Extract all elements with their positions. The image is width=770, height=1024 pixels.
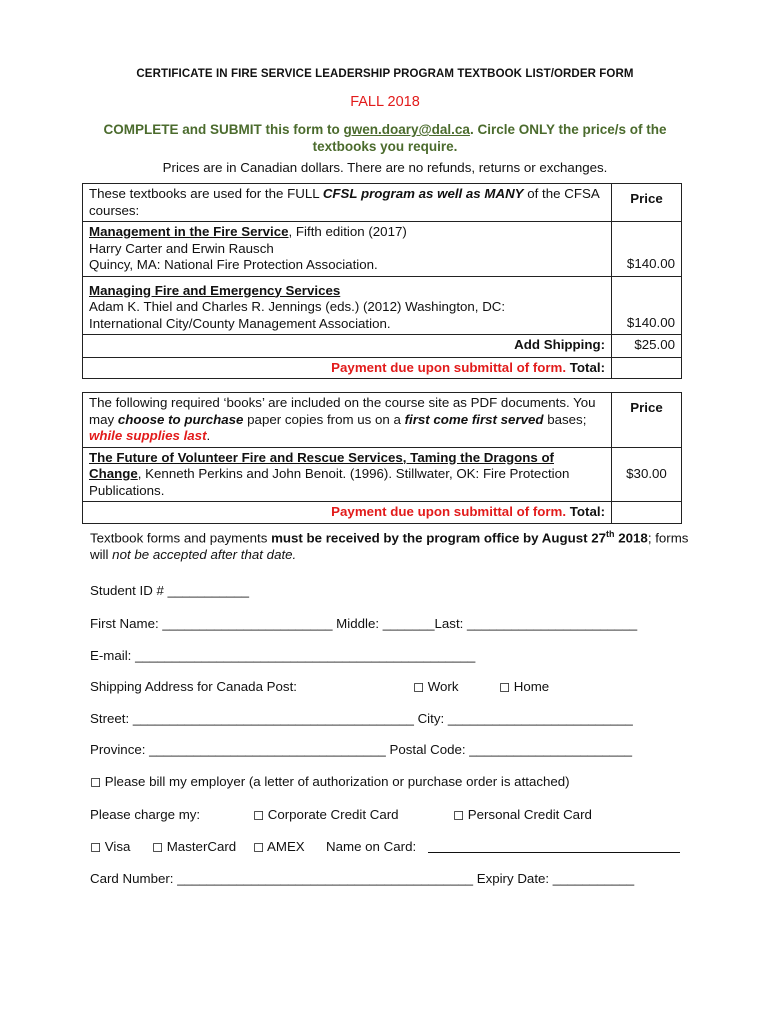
table-row [83, 335, 682, 358]
total-cell[interactable] [612, 502, 682, 524]
total-cell[interactable] [612, 357, 682, 379]
total-label: Total: [566, 504, 605, 519]
deadline-year: 2018 [614, 530, 648, 546]
table-row [83, 276, 682, 335]
amex-checkbox[interactable]: ◻ AMEX [253, 839, 305, 854]
intro-text: bases; [543, 411, 587, 427]
work-checkbox[interactable]: ◻ Work [413, 679, 459, 694]
table-row [83, 222, 682, 277]
table-row [83, 502, 682, 524]
home-checkbox[interactable]: ◻ Home [499, 679, 550, 694]
payment-due: Payment due upon submittal of form. [331, 504, 567, 519]
book-title-suffix: , Fifth edition (2017) [288, 224, 407, 239]
intro-cell [83, 393, 612, 448]
intro-text: The following required ‘books’ are included on the course site as PDF documents. You may [89, 395, 596, 427]
total-label: Total: [566, 359, 605, 375]
total-row [83, 502, 612, 524]
book-price[interactable]: $140.00 [612, 222, 682, 277]
intro-text: paper copies from us on a [243, 411, 405, 427]
shipping-price[interactable]: $25.00 [612, 335, 682, 358]
book-authors: Adam K. Thiel and Charles R. Jennings (eds.) (2012) Washington, DC: [89, 299, 506, 314]
book-cell [83, 447, 612, 502]
table-row [83, 184, 682, 222]
visa-checkbox[interactable]: ◻ Visa [90, 839, 131, 854]
student-id-field[interactable]: Student ID # ___________ [90, 583, 249, 598]
mastercard-checkbox[interactable]: ◻ MasterCard [152, 839, 237, 854]
price-note: Prices are in Canadian dollars. There are no refunds, returns or exchanges. [162, 160, 608, 175]
intro-warning: while supplies last [89, 428, 207, 443]
charge-label: Please charge my: [90, 807, 201, 822]
term-label: FALL 2018 [350, 94, 420, 110]
form-title: CERTIFICATE IN FIRE SERVICE LEADERSHIP PROGRAM TEXTBOOK LIST/ORDER FORM [136, 68, 634, 80]
province-postal-fields[interactable]: Province: ________________________________ Postal Code: ______________________ [90, 742, 632, 757]
table-row [83, 393, 682, 448]
intro-cell [83, 184, 612, 222]
book-cell [83, 222, 612, 277]
price-header: Price [612, 393, 682, 448]
intro-text: These textbooks are used for the FULL [89, 186, 323, 201]
street-city-fields[interactable]: Street: ______________________________________ City: _________________________ [90, 711, 633, 726]
deadline-italic: not be accepted after that date. [112, 547, 297, 563]
book-authors: Harry Carter and Erwin Rausch [89, 240, 274, 256]
name-on-card-field[interactable] [428, 852, 680, 853]
intro-text: . [206, 428, 211, 443]
instructions [90, 121, 680, 155]
corporate-card-checkbox[interactable]: ◻ Corporate Credit Card [253, 807, 399, 822]
name-on-card-label: Name on Card: [326, 839, 417, 854]
book-title: Managing Fire and Emergency Services [89, 282, 341, 298]
intro-emphasis: choose to purchase [117, 411, 244, 427]
book-publisher: Quincy, MA: National Fire Protection Association. [89, 257, 378, 272]
book-price[interactable]: $30.00 [612, 447, 682, 502]
intro-emphasis: first come first served [404, 411, 544, 427]
textbook-table-2 [82, 392, 682, 524]
textbook-table-1 [82, 183, 682, 379]
bill-employer-checkbox[interactable]: ◻ Please bill my employer (a letter of authorization or purchase order is attached) [90, 774, 570, 789]
table-row [83, 357, 682, 379]
table-row [83, 447, 682, 502]
book-price[interactable]: $140.00 [612, 276, 682, 335]
shipping-label: Add Shipping: [83, 335, 612, 358]
personal-card-checkbox[interactable]: ◻ Personal Credit Card [453, 807, 592, 822]
shipping-label: Shipping Address for Canada Post: [90, 679, 297, 694]
card-number-expiry-fields[interactable]: Card Number: ________________________________________ Expiry Date: ___________ [90, 871, 635, 886]
intro-bold: CFSL program as well as MANY [322, 186, 524, 201]
book-publisher: International City/County Management Association. [89, 315, 391, 331]
book-title: The Future of Volunteer Fire and Rescue Services, Taming the Dragons of Change [89, 449, 554, 481]
email-link[interactable]: gwen.doary@dal.ca [343, 122, 470, 137]
deadline-bold: must be received by the program office by August 27 [271, 530, 607, 546]
total-row [83, 357, 612, 379]
payment-due: Payment due upon submittal of form. [331, 359, 567, 375]
instructions-pre: COMPLETE and SUBMIT this form to [103, 122, 344, 137]
deadline-notice [90, 526, 690, 563]
intro-text-post: of the CFSA courses: [89, 186, 599, 218]
instructions-post: . Circle ONLY the price/s of the textbooks you require. [312, 122, 667, 154]
deadline-text-post: ; forms will [90, 530, 689, 563]
email-field[interactable]: E-mail: ______________________________________________ [90, 648, 476, 663]
price-header: Price [612, 184, 682, 222]
book-cell [83, 276, 612, 335]
name-fields[interactable]: First Name: _______________________ Middle: _______Last: _______________________ [90, 616, 638, 631]
book-title: Management in the Fire Service [89, 224, 289, 239]
deadline-sup: th [606, 529, 615, 539]
book-details: , Kenneth Perkins and John Benoit. (1996). Stillwater, OK: Fire Protection Publications. [89, 466, 570, 498]
deadline-text: Textbook forms and payments [90, 530, 272, 546]
